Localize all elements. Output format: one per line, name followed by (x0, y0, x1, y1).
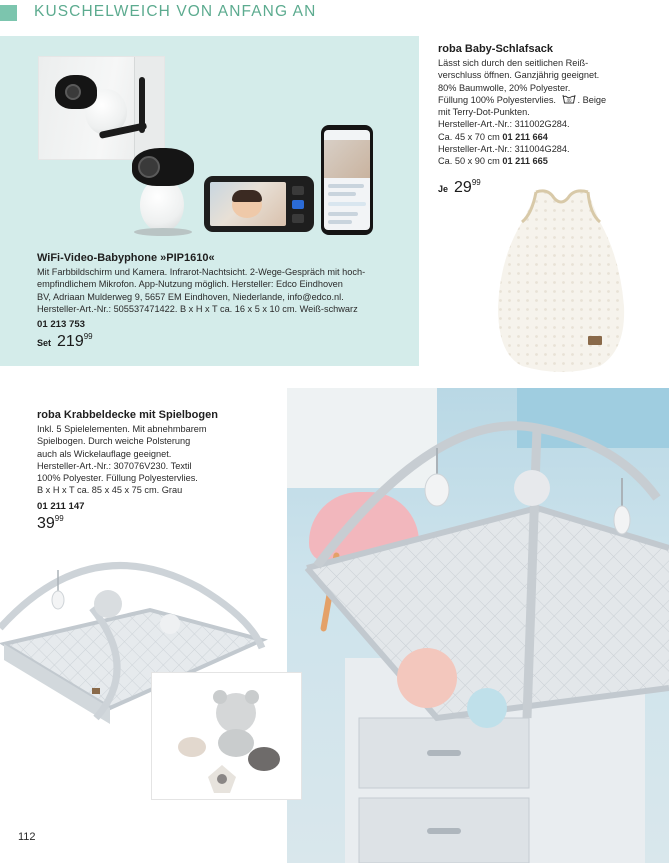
washing-symbol-icon (562, 94, 576, 104)
play-elements-photo (151, 672, 302, 800)
header-color-marker (0, 5, 17, 21)
desc-line: Füllung 100% Polyestervlies. 40 . Beige (438, 94, 607, 105)
babyphone-price (37, 332, 93, 351)
nursery-photo (287, 388, 669, 863)
desc-line: Hersteller-Art.-Nr.: 307076V230. Textil (37, 460, 192, 471)
babyphone-description (37, 266, 365, 315)
sleeping-bag-image (496, 188, 626, 372)
variant-code: Hersteller-Art.-Nr.: 311004G284. (438, 144, 570, 155)
price-cents: 99 (471, 178, 481, 187)
desc-line: empfindlichem Mikrofon. App-Nutzung möglich. Hersteller: Edco Eindhoven (37, 279, 343, 290)
variant-size (438, 131, 606, 143)
desc-line: BV, Adriaan Mulderweg 9, 5657 EM Eindhoven, Niederlande, info@edco.nl. (37, 291, 344, 302)
price-main: 219 (57, 333, 84, 350)
baby-camera-image (128, 144, 198, 240)
desc-line: Spielbogen. Durch weiche Polsterung (37, 436, 191, 447)
desc-line: 100% Polyester. Füllung Polyestervlies. (37, 473, 198, 484)
playmat-description (37, 423, 207, 497)
desc-line: Mit Farbbildschirm und Kamera. Infrarot-Nachtsicht. 2-Wege-Gespräch mit hoch- (37, 267, 366, 277)
variant-code: Hersteller-Art.-Nr.: 311002G284. (438, 119, 570, 130)
variant-size (438, 155, 606, 167)
babyphone-title: WiFi-Video-Babyphone »PIP1610« (37, 252, 215, 264)
desc-line: Hersteller-Art.-Nr.: 505537471422. B x H x T ca. 16 x 5 x 10 cm. Weiß-schwarz (37, 303, 358, 314)
price-main: 39 (37, 515, 55, 532)
price-cents: 99 (83, 332, 93, 341)
variant-size-text: Ca. 50 x 90 cm (438, 156, 500, 167)
section-title: KUSCHELWEICH VON ANFANG AN (34, 3, 317, 20)
desc-line: 80% Baumwolle, 20% Polyester. (438, 82, 571, 93)
desc-line: Lässt sich durch den seitlichen Reiß- (438, 58, 589, 68)
smartphone-app-image (321, 125, 373, 235)
price-main: 29 (454, 179, 472, 196)
playmat-price (37, 514, 64, 533)
desc-line: auch als Wickelauflage geeignet. (37, 448, 172, 459)
price-cents: 99 (54, 514, 64, 523)
page-number: 112 (18, 831, 36, 843)
variant-size-text: Ca. 45 x 70 cm (438, 131, 500, 142)
sleepbag-price (438, 178, 481, 197)
svg-text:40: 40 (565, 97, 572, 103)
playmat-title: roba Krabbeldecke mit Spielbogen (37, 409, 218, 421)
desc-line: mit Terry-Dot-Punkten. (438, 107, 530, 118)
variant-article-number: 01 211 664 (502, 131, 548, 142)
price-prefix: Set (37, 338, 52, 348)
sleepbag-description (438, 57, 606, 168)
desc-line: Inkl. 5 Spielelementen. Mit abnehmbarem (37, 424, 207, 434)
playmat-article-number: 01 211 147 (37, 501, 85, 512)
price-prefix: Je (438, 184, 449, 194)
sleepbag-title: roba Baby-Schlafsack (438, 43, 553, 55)
variant-article-number: 01 211 665 (502, 156, 548, 167)
parent-monitor-image (204, 176, 314, 232)
desc-line: B x H x T ca. 85 x 45 x 75 cm. Grau (37, 485, 183, 496)
section-header (0, 0, 669, 26)
desc-line: verschluss öffnen. Ganzjährig geeignet. (438, 70, 600, 81)
desc-line-text: Füllung 100% Polyestervlies. (438, 94, 556, 105)
babyphone-article-number: 01 213 753 (37, 319, 86, 330)
color-value: Beige (582, 94, 607, 105)
